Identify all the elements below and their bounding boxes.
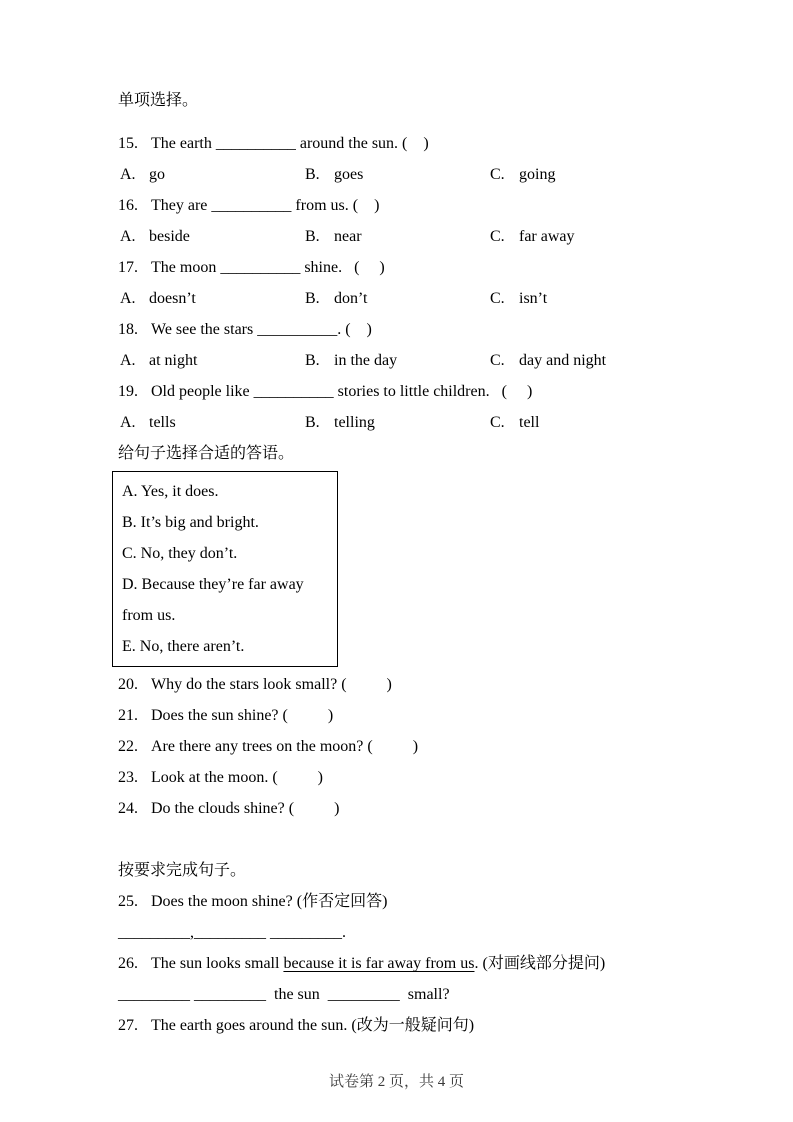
option-b xyxy=(305,159,490,190)
question-number: 27. xyxy=(118,1017,138,1034)
answer-line-25: _________,_________ _________. xyxy=(118,924,346,941)
question-text-suffix: . (对画线部分提问) xyxy=(474,955,606,972)
question-text: The earth goes around the sun. (改为一般疑问句) xyxy=(151,1017,475,1034)
question-text-prefix: The sun looks small xyxy=(151,955,284,972)
option-c xyxy=(490,345,733,376)
option-text: telling xyxy=(334,414,375,431)
option-c xyxy=(490,159,733,190)
option-a xyxy=(120,159,305,190)
option-label: B. xyxy=(305,414,320,431)
option-a xyxy=(120,345,305,376)
question-number: 24. xyxy=(118,800,138,817)
option-b xyxy=(305,283,490,314)
question-text: The earth __________ around the sun. ( ) xyxy=(151,135,429,152)
question-number: 17. xyxy=(118,259,138,276)
section-heading-rewrite: 按要求完成句子。 xyxy=(118,862,247,879)
question-number: 15. xyxy=(118,135,138,152)
option-label: C. xyxy=(490,228,505,245)
question-text: The moon __________ shine. ( ) xyxy=(151,259,385,276)
option-a xyxy=(120,283,305,314)
question-number: 25. xyxy=(118,893,138,910)
page-footer: 试卷第 2 页，共 4 页 xyxy=(328,1074,464,1090)
question-number: 21. xyxy=(118,707,138,724)
option-b xyxy=(305,407,490,438)
option-label: A. xyxy=(120,290,136,307)
answer-box-item-e: E. No, there aren’t. xyxy=(122,638,245,655)
question-17 xyxy=(118,252,733,283)
option-label: A. xyxy=(120,414,136,431)
section-heading-matching: 给句子选择合适的答语。 xyxy=(118,445,295,462)
question-text: Do the clouds shine? ( ) xyxy=(151,800,340,817)
option-label: B. xyxy=(305,228,320,245)
question-16 xyxy=(118,190,733,221)
option-a xyxy=(120,407,305,438)
option-c xyxy=(490,407,733,438)
question-number: 23. xyxy=(118,769,138,786)
question-number: 26. xyxy=(118,955,138,972)
option-text: at night xyxy=(149,352,198,369)
options-row-19 xyxy=(118,407,733,438)
question-text: Look at the moon. ( ) xyxy=(151,769,323,786)
question-number: 19. xyxy=(118,383,138,400)
option-text: going xyxy=(519,166,556,183)
question-22 xyxy=(118,731,733,762)
question-25 xyxy=(118,886,733,917)
question-text: Are there any trees on the moon? ( ) xyxy=(151,738,419,755)
question-number: 22. xyxy=(118,738,138,755)
option-label: B. xyxy=(305,352,320,369)
question-19 xyxy=(118,376,733,407)
question-number: 20. xyxy=(118,676,138,693)
question-21 xyxy=(118,700,733,731)
answer-box-item-c: C. No, they don’t. xyxy=(122,545,238,562)
option-label: A. xyxy=(120,352,136,369)
options-row-16 xyxy=(118,221,733,252)
question-number: 16. xyxy=(118,197,138,214)
option-text: goes xyxy=(334,166,364,183)
section-heading-multiple-choice: 单项选择。 xyxy=(118,92,199,109)
option-text: go xyxy=(149,166,165,183)
answer-box-item-b: B. It’s big and bright. xyxy=(122,514,259,531)
question-text: Does the sun shine? ( ) xyxy=(151,707,334,724)
option-text: tell xyxy=(519,414,540,431)
answer-box-item-d: D. Because they’re far away from us. xyxy=(122,576,308,624)
option-text: far away xyxy=(519,228,575,245)
question-26 xyxy=(118,948,733,979)
option-label: C. xyxy=(490,166,505,183)
options-row-17 xyxy=(118,283,733,314)
question-text-underlined: because it is far away from us xyxy=(283,955,475,972)
question-text: Why do the stars look small? ( ) xyxy=(151,676,392,693)
option-label: A. xyxy=(120,166,136,183)
option-text: doesn’t xyxy=(149,290,196,307)
question-text: Does the moon shine? (作否定回答) xyxy=(151,893,388,910)
option-label: C. xyxy=(490,352,505,369)
option-text: in the day xyxy=(334,352,398,369)
option-a xyxy=(120,221,305,252)
question-text: We see the stars __________. ( ) xyxy=(151,321,372,338)
options-row-18 xyxy=(118,345,733,376)
answer-box xyxy=(112,471,338,667)
option-text: beside xyxy=(149,228,190,245)
option-text: near xyxy=(334,228,362,245)
option-c xyxy=(490,221,733,252)
option-text: isn’t xyxy=(519,290,548,307)
option-label: C. xyxy=(490,290,505,307)
question-23 xyxy=(118,762,733,793)
question-24 xyxy=(118,793,733,824)
option-text: day and night xyxy=(519,352,607,369)
question-15 xyxy=(118,128,733,159)
option-label: C. xyxy=(490,414,505,431)
answer-box-item-a: A. Yes, it does. xyxy=(122,483,219,500)
question-18 xyxy=(118,314,733,345)
question-text: Old people like __________ stories to little children. ( ) xyxy=(151,383,533,400)
question-number: 18. xyxy=(118,321,138,338)
options-row-15 xyxy=(118,159,733,190)
option-c xyxy=(490,283,733,314)
option-label: A. xyxy=(120,228,136,245)
answer-line-26: _________ _________ the sun _________ small? xyxy=(118,986,450,1003)
option-label: B. xyxy=(305,290,320,307)
option-label: B. xyxy=(305,166,320,183)
option-b xyxy=(305,345,490,376)
question-text: They are __________ from us. ( ) xyxy=(151,197,380,214)
question-20 xyxy=(118,669,733,700)
option-text: tells xyxy=(149,414,176,431)
option-b xyxy=(305,221,490,252)
question-27 xyxy=(118,1010,733,1041)
option-text: don’t xyxy=(334,290,368,307)
